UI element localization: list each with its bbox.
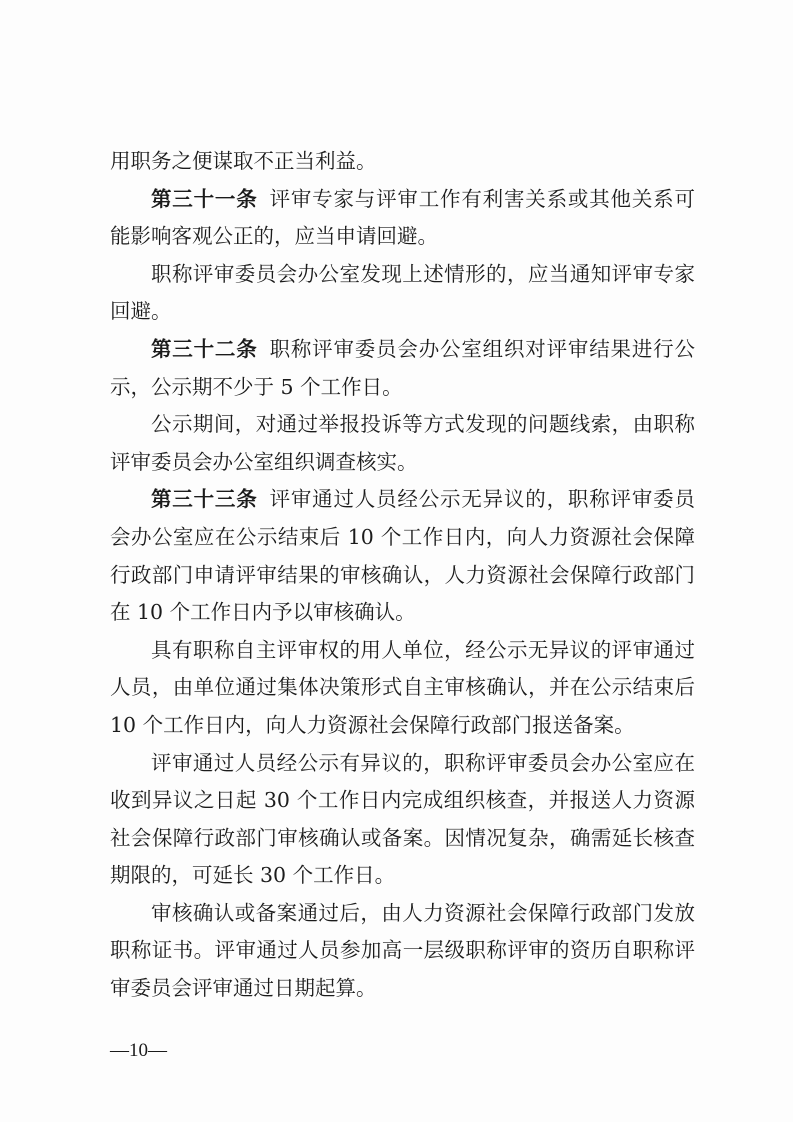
article-number: 第三十三条: [151, 487, 258, 512]
page-number: —10—: [110, 1040, 167, 1061]
article-number: 第三十一条: [151, 186, 258, 211]
paragraph-text: 职称评审委员会办公室发现上述情形的，应当通知评审专家回避。: [110, 261, 695, 324]
article-number: 第三十二条: [151, 336, 258, 361]
paragraph-text: 公示期间，对通过举报投诉等方式发现的问题线索，由职称评审委员会办公室组织调查核实。: [110, 412, 695, 474]
paragraph-text: 评审专家与评审工作有利害关系或其他关系可能影响客观公正的，应当申请回避。: [110, 186, 695, 249]
body-paragraph: [110, 745, 695, 895]
article-paragraph: [110, 181, 695, 256]
paragraph-text: 评审通过人员经公示有异议的，职称评审委员会办公室应在收到异议之日起 30 个工作日内完成组织核查，并报送人力资源社会保障行政部门审核确认或备案。因情况复杂，确需延长核查期限的，可延长 30 个工作日。: [110, 750, 695, 888]
article-paragraph: [110, 331, 695, 406]
paragraph-text: 具有职称自主评审权的用人单位，经公示无异议的评审通过人员，由单位通过集体决策形式自主审核确认，并在公示结束后 10 个工作日内，向人力资源社会保障行政部门报送备案。: [110, 637, 695, 737]
body-paragraph: [110, 143, 695, 181]
paragraph-text: 职称评审委员会办公室组织对评审结果进行公示，公示期不少于 5 个工作日。: [110, 336, 695, 399]
article-paragraph: [110, 481, 695, 631]
paragraph-text: 审核确认或备案通过后，由人力资源社会保障行政部门发放职称证书。评审通过人员参加高一层级职称评审的资历自职称评审委员会评审通过日期起算。: [110, 900, 695, 1001]
body-paragraph: [110, 406, 695, 481]
body-paragraph: [110, 632, 695, 745]
document-body: [110, 143, 695, 1008]
body-paragraph: [110, 895, 695, 1008]
paragraph-text: 评审通过人员经公示无异议的，职称评审委员会办公室应在公示结束后 10 个工作日内，向人力资源社会保障行政部门申请评审结果的审核确认，人力资源社会保障行政部门在 10 个工作日内予以审核确认。: [110, 487, 695, 625]
body-paragraph: [110, 256, 695, 331]
paragraph-text: 用职务之便谋取不正当利益。: [110, 149, 377, 173]
